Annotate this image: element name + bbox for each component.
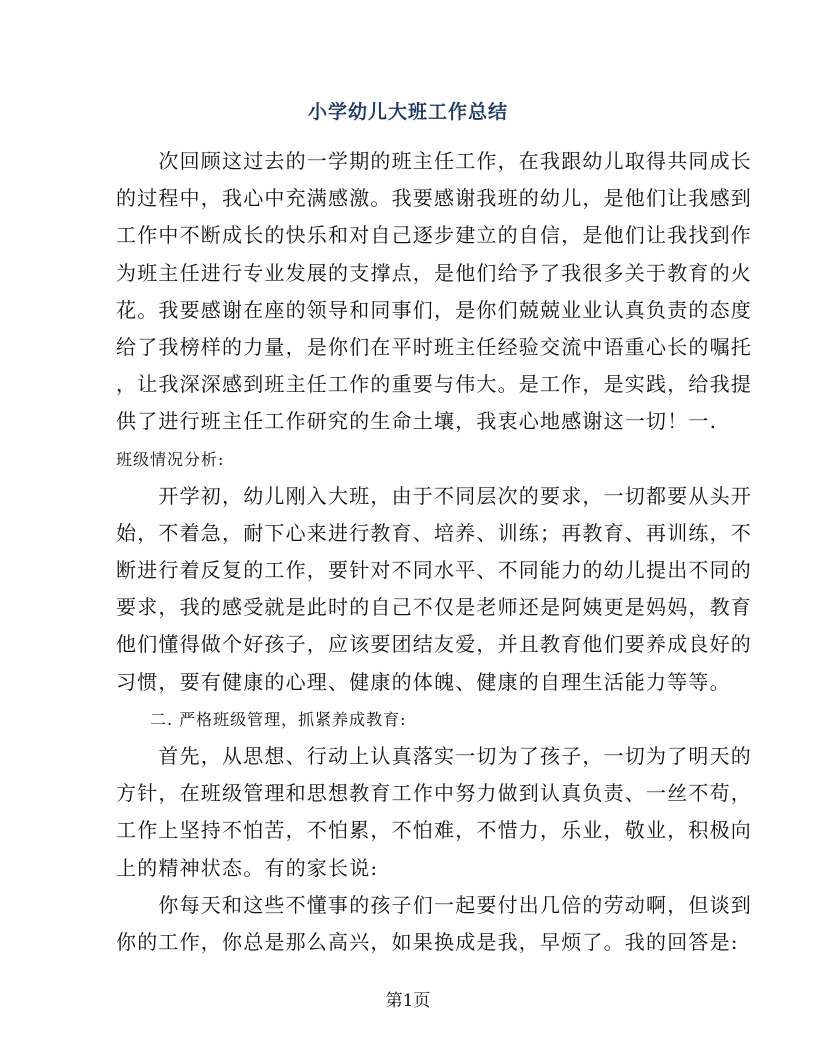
body-line: 习惯，要有健康的心理、健康的体魄、健康的自理生活能力等等。 bbox=[116, 669, 731, 694]
body-line: 的过程中，我心中充满感激。我要感谢我班的幼儿，是他们让我感到 bbox=[116, 186, 752, 211]
page-number: 第1页 bbox=[385, 991, 431, 1011]
body-line: 首先，从思想、行动上认真落实一切为了孩子，一切为了明天的 bbox=[116, 744, 752, 768]
section-heading: 班级情况分析: bbox=[116, 449, 225, 469]
section-heading: 二. 严格班级管理，抓紧养成教育: bbox=[116, 709, 407, 729]
body-line: 你的工作，你总是那么高兴，如果换成是我，早烦了。我的回答是: bbox=[116, 929, 739, 954]
document-title: 小学幼儿大班工作总结 bbox=[307, 101, 508, 123]
body-line: 开学初，幼儿刚入大班，由于不同层次的要求，一切都要从头开 bbox=[116, 483, 752, 508]
body-line: 花。我要感谢在座的领导和同事们，是你们兢兢业业认真负责的态度 bbox=[116, 297, 752, 322]
body-line: 要求，我的感受就是此时的自己不仅是老师还是阿姨更是妈妈，教育 bbox=[116, 595, 752, 620]
body-line: ，让我深深感到班主任工作的重要与伟大。是工作，是实践，给我提 bbox=[116, 372, 752, 397]
body-line: 他们懂得做个好孩子，应该要团结友爱，并且教育他们要养成良好的 bbox=[116, 632, 752, 657]
body-line: 断进行着反复的工作，要针对不同水平、不同能力的幼儿提出不同的 bbox=[116, 558, 752, 583]
document-body bbox=[116, 143, 752, 961]
body-line: 供了进行班主任工作研究的生命土壤，我衷心地感谢这一切！一. bbox=[116, 409, 718, 434]
body-line: 给了我榜样的力量，是你们在平时班主任经验交流中语重心长的嘱托 bbox=[116, 334, 752, 359]
body-line: 工作中不断成长的快乐和对自己逐步建立的自信，是他们让我找到作 bbox=[116, 223, 752, 248]
body-line: 工作上坚持不怕苦，不怕累，不怕难，不惜力，乐业，敬业，积极向 bbox=[116, 818, 752, 843]
body-line: 方针，在班级管理和思想教育工作中努力做到认真负责、一丝不苟， bbox=[116, 781, 752, 806]
body-line: 次回顾这过去的一学期的班主任工作，在我跟幼儿取得共同成长 bbox=[116, 149, 752, 173]
body-line: 始，不着急，耐下心来进行教育、培养、训练；再教育、再训练，不 bbox=[116, 520, 752, 545]
body-line: 你每天和这些不懂事的孩子们一起要付出几倍的劳动啊，但谈到 bbox=[116, 892, 752, 917]
body-line: 上的精神状态。有的家长说: bbox=[116, 855, 379, 880]
body-line: 为班主任进行专业发展的支撑点，是他们给予了我很多关于教育的火 bbox=[116, 260, 752, 285]
